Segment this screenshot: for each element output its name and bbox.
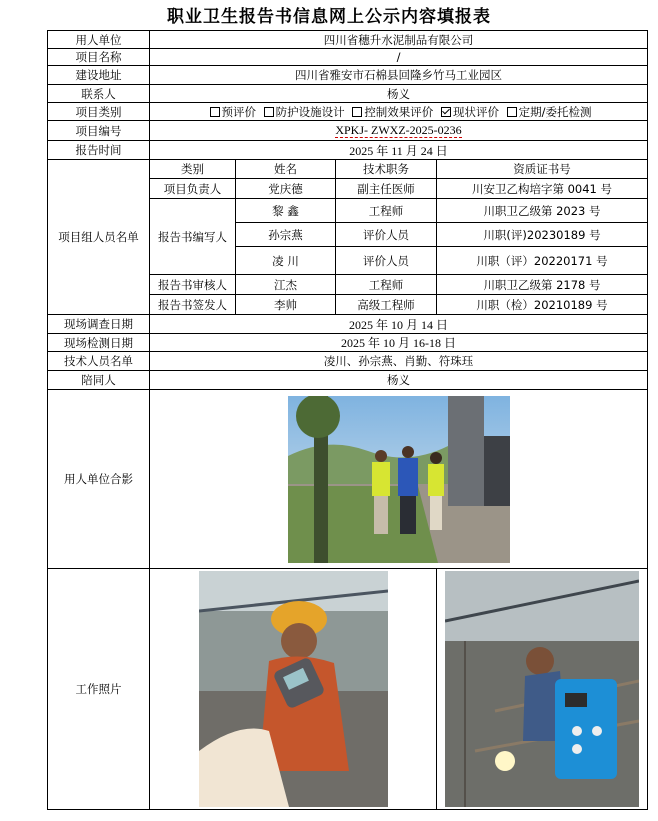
row-test-date <box>48 334 648 352</box>
group-photo <box>288 396 510 563</box>
checkbox-unchecked-icon[interactable] <box>507 107 517 117</box>
writers-category: 报告书编写人 <box>150 199 236 275</box>
writer-name: 凌 川 <box>236 247 336 275</box>
group-photo-label: 用人单位合影 <box>48 390 150 569</box>
survey-date-label: 现场调查日期 <box>48 315 150 334</box>
writer-cert: 川职卫乙级第 2023 号 <box>437 199 648 223</box>
issuer-cert: 川职（检）20210189 号 <box>437 295 648 315</box>
project-name-label: 项目名称 <box>48 49 150 66</box>
header-name: 姓名 <box>236 160 336 179</box>
issuer-category: 报告书签发人 <box>150 295 236 315</box>
row-employer <box>48 31 648 49</box>
option-control-effect[interactable]: 控制效果评价 <box>348 105 433 119</box>
survey-date-value: 2025 年 10 月 14 日 <box>150 315 648 334</box>
issuer-name: 李帅 <box>236 295 336 315</box>
leader-category: 项目负责人 <box>150 179 236 199</box>
row-technicians <box>48 352 648 371</box>
row-project-name <box>48 49 648 66</box>
writer-cert: 川职(评)20230189 号 <box>437 223 648 247</box>
project-type-label: 项目类别 <box>48 103 150 121</box>
row-report-date <box>48 141 648 160</box>
row-survey-date <box>48 315 648 334</box>
row-site-address <box>48 66 648 85</box>
report-date-value: 2025 年 11 月 24 日 <box>150 141 648 160</box>
work-photos-label: 工作照片 <box>48 569 150 810</box>
leader-name: 党庆德 <box>236 179 336 199</box>
employer-label: 用人单位 <box>48 31 150 49</box>
members-header-row <box>48 160 648 179</box>
employer-value: 四川省穗升水泥制品有限公司 <box>150 31 648 49</box>
option-pre-evaluation[interactable]: 预评价 <box>206 105 257 119</box>
writer-title: 评价人员 <box>336 247 437 275</box>
site-address-value: 四川省雅安市石棉县回隆乡竹马工业园区 <box>150 66 648 85</box>
reviewer-category: 报告书审核人 <box>150 275 236 295</box>
header-cert: 资质证书号 <box>437 160 648 179</box>
row-escort <box>48 371 648 390</box>
reviewer-title: 工程师 <box>336 275 437 295</box>
leader-title: 副主任医师 <box>336 179 437 199</box>
project-type-options <box>150 103 648 121</box>
reviewer-name: 江杰 <box>236 275 336 295</box>
report-date-label: 报告时间 <box>48 141 150 160</box>
option-status-evaluation[interactable]: 现状评价 <box>437 105 499 119</box>
contact-value: 杨义 <box>150 85 648 103</box>
project-no-value: XPKJ- ZWXZ-2025-0236 <box>335 123 462 137</box>
work-photo-left <box>199 571 388 807</box>
writer-name: 黎 鑫 <box>236 199 336 223</box>
escort-value: 杨义 <box>150 371 648 390</box>
checkbox-checked-icon[interactable] <box>441 107 451 117</box>
issuer-title: 高级工程师 <box>336 295 437 315</box>
project-no-label: 项目编号 <box>48 121 150 141</box>
checkbox-unchecked-icon[interactable] <box>264 107 274 117</box>
work-photo-right <box>445 571 639 807</box>
checkbox-unchecked-icon[interactable] <box>352 107 362 117</box>
row-contact <box>48 85 648 103</box>
site-address-label: 建设地址 <box>48 66 150 85</box>
project-name-value: / <box>150 49 648 66</box>
writer-title: 评价人员 <box>336 223 437 247</box>
technicians-value: 凌川、孙宗燕、肖勤、符珠珏 <box>150 352 648 371</box>
checkbox-unchecked-icon[interactable] <box>210 107 220 117</box>
test-date-label: 现场检测日期 <box>48 334 150 352</box>
row-project-no <box>48 121 648 141</box>
header-title: 技术职务 <box>336 160 437 179</box>
option-periodic-testing[interactable]: 定期/委托检测 <box>503 105 592 119</box>
technicians-label: 技术人员名单 <box>48 352 150 371</box>
test-date-value: 2025 年 10 月 16-18 日 <box>150 334 648 352</box>
disclosure-form <box>47 30 648 810</box>
contact-label: 联系人 <box>48 85 150 103</box>
writer-cert: 川职（评）20220171 号 <box>437 247 648 275</box>
leader-cert: 川安卫乙构培字第 0041 号 <box>437 179 648 199</box>
row-group-photo <box>48 390 648 569</box>
writer-name: 孙宗燕 <box>236 223 336 247</box>
option-protection-design[interactable]: 防护设施设计 <box>260 105 345 119</box>
members-label: 项目组人员名单 <box>48 160 150 315</box>
row-project-type <box>48 103 648 121</box>
reviewer-cert: 川职卫乙级第 2178 号 <box>437 275 648 295</box>
writer-title: 工程师 <box>336 199 437 223</box>
row-work-photos <box>48 569 648 810</box>
header-category: 类别 <box>150 160 236 179</box>
form-title: 职业卫生报告书信息网上公示内容填报表 <box>167 7 491 27</box>
escort-label: 陪同人 <box>48 371 150 390</box>
